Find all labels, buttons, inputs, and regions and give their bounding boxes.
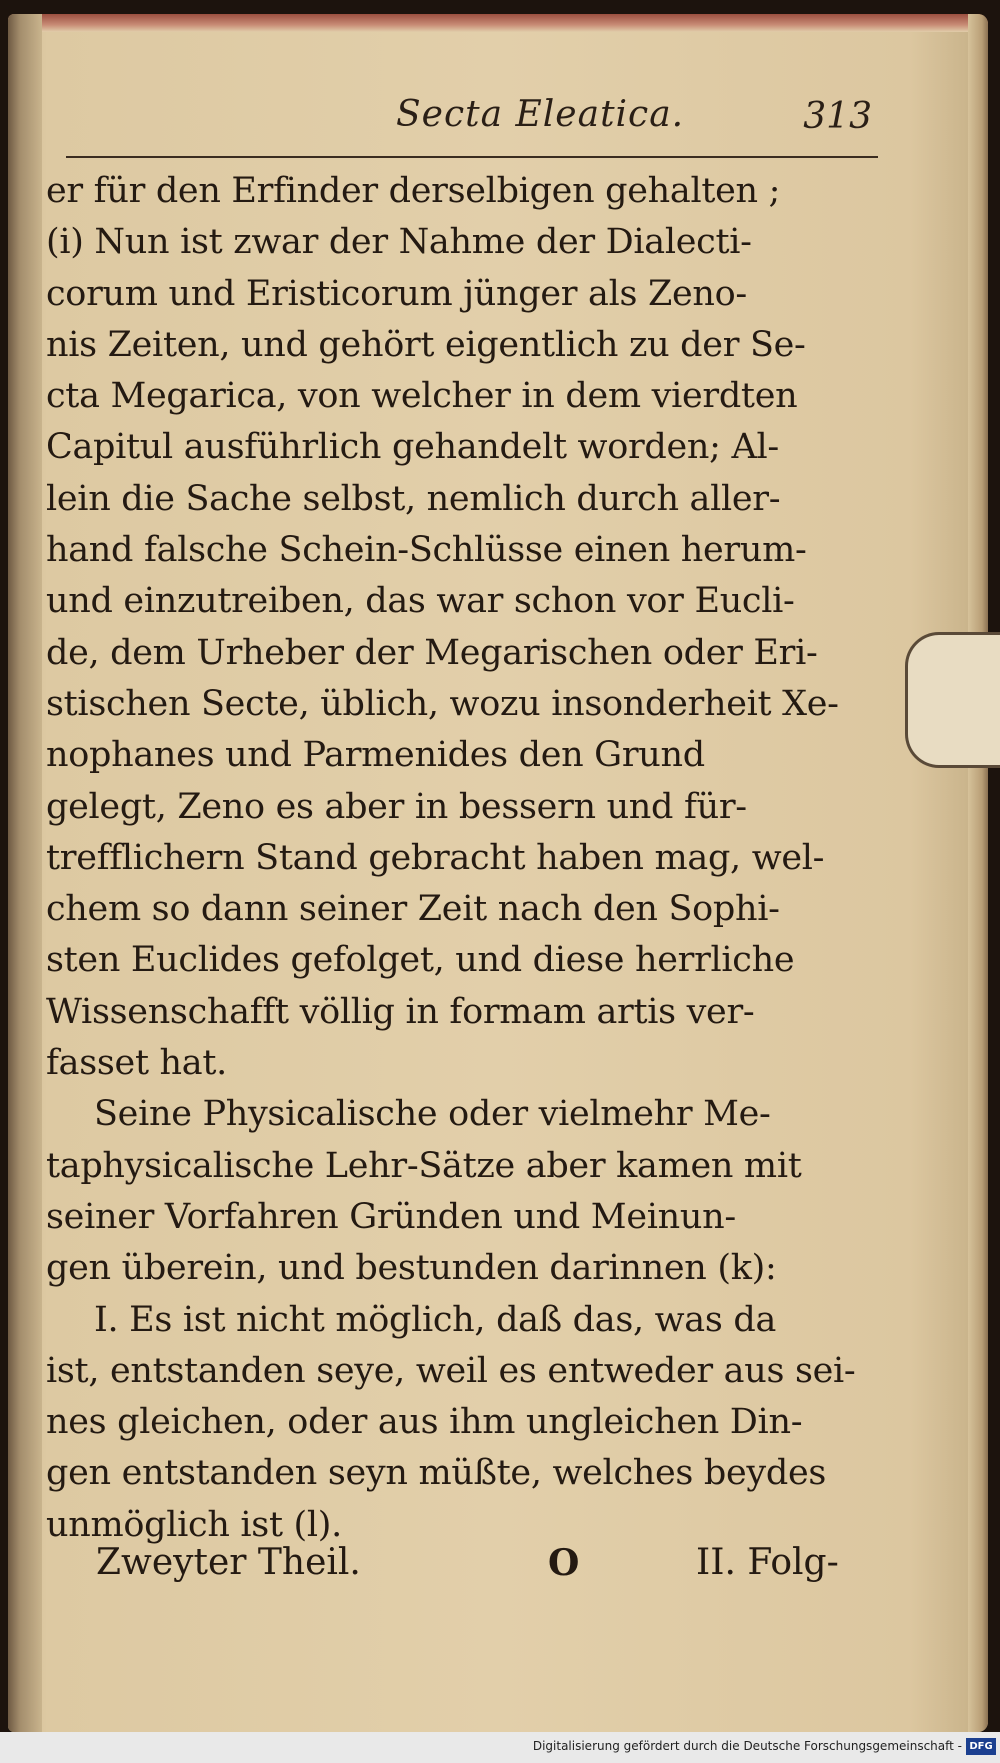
volume-catchword: Zweyter Theil.: [96, 1542, 361, 1583]
text-line: gen überein, und bestunden darinnen (k):: [46, 1248, 777, 1289]
text-line: und einzutreiben, das war schon vor Eucli-: [46, 581, 795, 622]
page-top-edge: [8, 14, 988, 32]
dfg-logo: DFG: [966, 1738, 996, 1755]
text-line: sten Euclides gefolget, und diese herrliche: [46, 940, 795, 981]
page-footer: [46, 1542, 858, 1598]
page-header: [66, 86, 878, 158]
page-right-edge: [968, 14, 988, 1732]
text-line: ist, entstanden seye, weil es entweder aus sei-: [46, 1350, 856, 1391]
text-line: de, dem Urheber der Megarischen oder Eri-: [46, 632, 818, 673]
text-line: (i) Nun ist zwar der Nahme der Dialecti-: [46, 222, 752, 263]
text-line: nes gleichen, oder aus ihm ungleichen Din-: [46, 1402, 803, 1443]
credit-bar: [0, 1732, 1000, 1763]
text-line: seiner Vorfahren Gründen und Meinun-: [46, 1196, 736, 1237]
text-line: trefflichern Stand gebracht haben mag, wel-: [46, 837, 825, 878]
next-page-catchword: II. Folg-: [696, 1542, 839, 1583]
text-line: gelegt, Zeno es aber in bessern und für-: [46, 786, 747, 827]
text-line: Seine Physicalische oder vielmehr Me-: [94, 1094, 771, 1135]
book-clasp: [905, 632, 1000, 768]
text-line: er für den Erfinder derselbigen gehalten ;: [46, 171, 781, 211]
text-line: gen entstanden seyn müßte, welches beydes: [46, 1453, 827, 1494]
text-line: Capitul ausführlich gehandelt worden; Al-: [46, 427, 779, 468]
text-line: fasset hat.: [46, 1043, 227, 1084]
page-number: 313: [803, 96, 872, 137]
text-line: hand falsche Schein-Schlüsse einen herum-: [46, 530, 807, 571]
text-line: I. Es ist nicht möglich, daß das, was da: [94, 1299, 777, 1340]
text-line: nis Zeiten, und gehört eigentlich zu der Se-: [46, 324, 806, 365]
running-title: Secta Eleatica.: [396, 94, 685, 135]
book-page: [8, 14, 988, 1732]
text-line: corum und Eristicorum jünger als Zeno-: [46, 273, 747, 314]
signature-mark: O: [548, 1542, 580, 1584]
page-left-edge: [8, 14, 42, 1732]
text-line: nophanes und Parmenides den Grund: [46, 735, 705, 776]
text-line: cta Megarica, von welcher in dem vierdten: [46, 376, 798, 417]
text-line: taphysicalische Lehr-Sätze aber kamen mit: [46, 1145, 802, 1186]
text-line: unmöglich ist (l).: [46, 1504, 342, 1545]
text-line: chem so dann seiner Zeit nach den Sophi-: [46, 889, 780, 930]
text-line: stischen Secte, üblich, wozu insonderheit Xe-: [46, 683, 839, 724]
digitization-credit: Digitalisierung gefördert durch die Deutsche Forschungsgemeinschaft -: [532, 1739, 962, 1753]
text-line: Wissenschafft völlig in formam artis ver-: [46, 991, 755, 1032]
text-line: lein die Sache selbst, nemlich durch aller-: [46, 478, 781, 519]
body-text: [46, 166, 858, 1551]
